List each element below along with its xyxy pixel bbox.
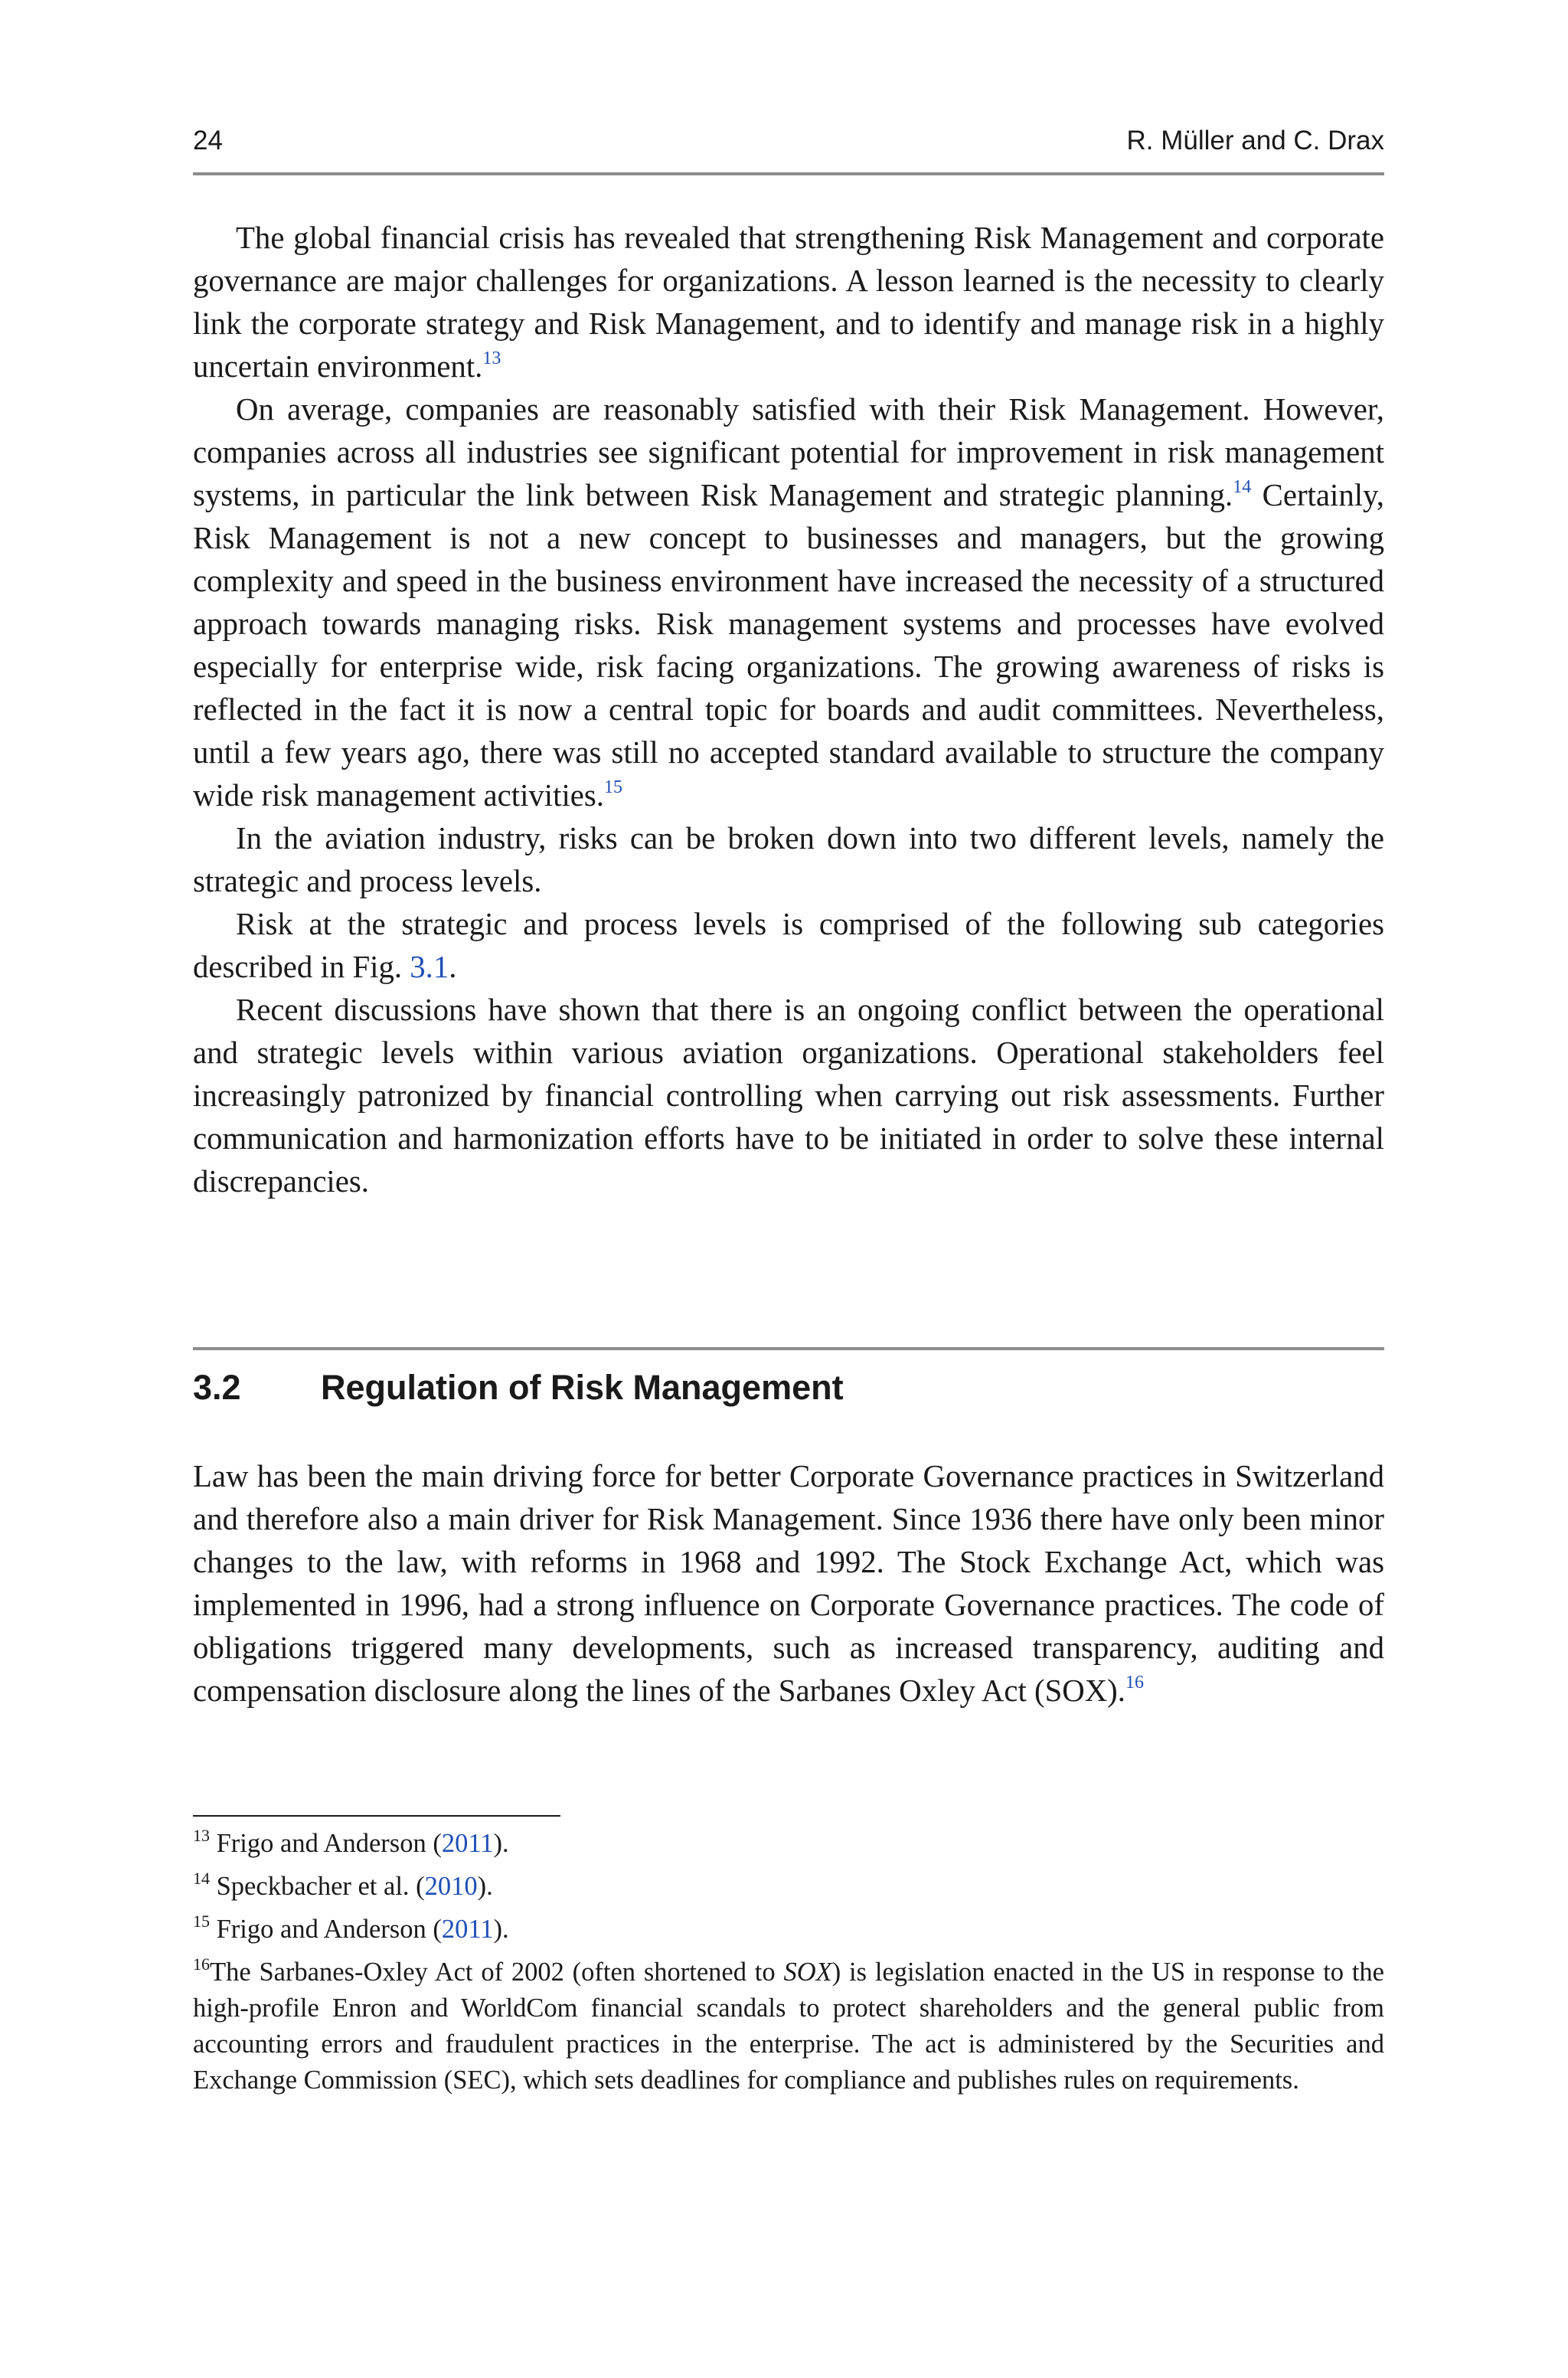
footnote-15: $^{15}$ Frigo and Anderson (2011). <box>193 1912 509 1944</box>
footnote-14: $^{14}$ Speckbacher et al. (2010). <box>193 1869 493 1901</box>
footnote-rule <box>193 1815 560 1817</box>
section-number: 3.2 <box>193 1368 241 1407</box>
footnote-ref-13[interactable]: 13 <box>482 348 501 368</box>
footnote-ref-14[interactable]: 14 <box>1233 477 1252 497</box>
paragraph-5: Recent discussions have shown that there is an ongoing conflict between the operational and strategic levels within various aviation organizations. Operational stakeholders feel increasingly patronized by financial controlling when carrying out risk assessments. Further communication and harmonization efforts have to be initiated in order to solve these internal discrepancies. <box>193 993 1384 1199</box>
figure-ref-link[interactable]: 3.1 <box>410 950 449 984</box>
footnote-ref-16[interactable]: 16 <box>1125 1673 1144 1693</box>
paragraph-3: In the aviation industry, risks can be broken down into two different levels, namely the strategic and process levels. <box>193 821 1384 898</box>
page-header <box>193 123 1384 161</box>
citation-link[interactable]: 2011 <box>441 1915 494 1944</box>
running-head: R. Müller and C. Drax <box>1126 126 1384 155</box>
paragraph-4: Risk at the strategic and process levels is comprised of the following sub categories described in Fig. 3.1. <box>193 907 1384 984</box>
section-paragraph: Law has been the main driving force for better Corporate Governance practices in Switzerland and therefore also a main driver for Risk Management. Since 1936 there have only been minor changes to the law, with reforms in 1968 and 1992. The Stock Exchange Act, which was implemented in 1996, had a strong influence on Corporate Governance practices. The code of obligations triggered many developments, such as increased transparency, auditing and compensation disclosure along the lines of the Sarbanes Oxley Act (SOX).$^{16}$ <box>193 1459 1384 1708</box>
paragraph-1: The global financial crisis has revealed that strengthening Risk Management and corporate governance are major challenges for organizations. A lesson learned is the necessity to clearly link the corporate strategy and Risk Management, and to identify and manage risk in a highly uncertain environment.$^{13}$ <box>193 221 1384 384</box>
page-number: 24 <box>193 126 223 155</box>
section-rule <box>193 1347 1384 1350</box>
footnotes <box>193 1826 1384 2105</box>
footnote-ref-15[interactable]: 15 <box>604 777 622 797</box>
paragraph-2: On average, companies are reasonably satisfied with their Risk Management. However, companies across all industries see significant potential for improvement in risk management systems, in particular the link between Risk Management and strategic planning.$^{14}$ Certainly, Risk Management is not a new concept to businesses and managers, but the growing complexity and speed in the business environment have increased the necessity of a structured approach towards managing risks. Risk management systems and processes have evolved especially for enterprise wide, risk facing organizations. The growing awareness of risks is reflected in the fact it is now a central topic for boards and audit committees. Nevertheless, until a few years ago, there was still no accepted standard available to structure the company wide risk management activities.$^{15}$ <box>193 392 1385 813</box>
footnote-13: $^{13}$ Frigo and Anderson (2011). <box>193 1826 509 1858</box>
section-title: Regulation of Risk Management <box>321 1368 844 1407</box>
footnote-16: $^{16}$The Sarbanes-Oxley Act of 2002 (often shortened to SOX) is legislation enacted in the US in response to the high-profile Enron and WorldCom financial scandals to protect shareholders and the general public from accounting errors and fraudulent practices in the enterprise. The act is administered by the Securities and Exchange Commission (SEC), which sets deadlines for compliance and publishes rules on requirements. <box>193 1954 1384 2095</box>
header-rule <box>193 172 1384 175</box>
citation-link[interactable]: 2011 <box>441 1829 494 1858</box>
citation-link[interactable]: 2010 <box>424 1872 478 1901</box>
section-heading <box>193 1365 1384 1411</box>
section-text <box>193 1455 1384 1712</box>
main-text <box>193 217 1384 1203</box>
